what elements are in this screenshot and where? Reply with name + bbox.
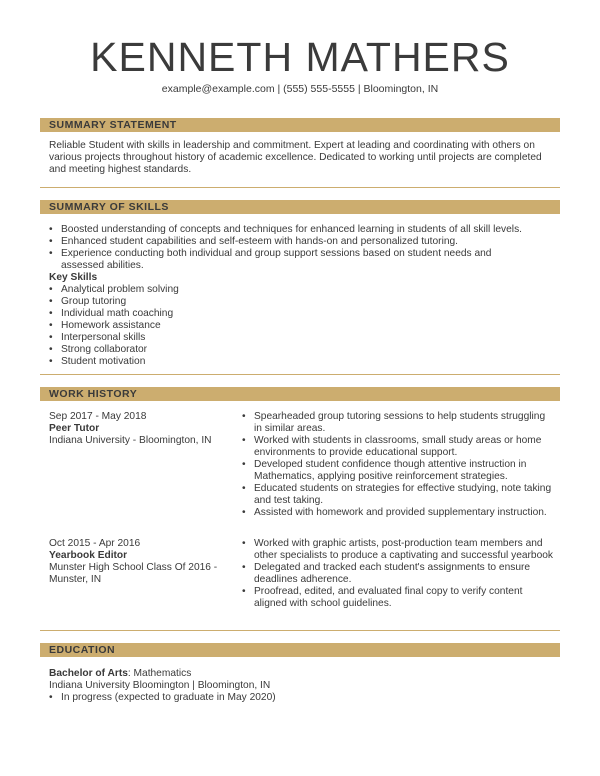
section-title: SUMMARY STATEMENT bbox=[49, 119, 177, 131]
job-dates: Oct 2015 - Apr 2016 bbox=[49, 538, 141, 549]
list-item: • Individual math coaching bbox=[49, 308, 559, 320]
section-divider bbox=[40, 630, 560, 631]
degree-line bbox=[49, 668, 559, 680]
section-divider bbox=[40, 374, 560, 375]
section-header-skills bbox=[40, 200, 560, 214]
skills-block bbox=[49, 224, 559, 368]
list-item: • Spearheaded group tutoring sessions to help students struggling in similar areas. bbox=[242, 411, 554, 435]
list-item: • Worked with students in classrooms, small study areas or home environments to provide educational support. bbox=[242, 435, 554, 459]
skills-bullet-list bbox=[49, 224, 559, 272]
section-title: WORK HISTORY bbox=[49, 388, 138, 400]
job-meta bbox=[49, 411, 229, 447]
job-duties bbox=[242, 538, 554, 610]
list-item: • Delegated and tracked each student's assignments to ensure deadlines adherence. bbox=[242, 562, 554, 586]
job-duties bbox=[242, 411, 554, 519]
list-item: • In progress (expected to graduate in May 2020) bbox=[49, 692, 559, 704]
list-item: • Educated students on strategies for effective studying, note taking and test taking. bbox=[242, 483, 554, 507]
candidate-name: KENNETH MATHERS bbox=[90, 34, 510, 80]
list-item: • Experience conducting both individual and group support sessions based on student needs and assessed abilities. bbox=[49, 248, 526, 272]
list-item: • Developed student confidence though attentive instruction in Mathematics, applying positive reinforcement strategies. bbox=[242, 459, 554, 483]
summary-text: Reliable Student with skills in leadership and commitment. Expert at leading and coordinating with others on various projects throughout history of academic excellence. Dedicated to working until projects are completed and meeting highest standards. bbox=[49, 140, 542, 175]
education-block bbox=[49, 668, 559, 704]
list-item: • Strong collaborator bbox=[49, 344, 559, 356]
job-meta bbox=[49, 538, 229, 586]
section-header-work bbox=[40, 387, 560, 401]
job-org: Indiana University - Bloomington, IN bbox=[49, 435, 212, 446]
section-title: SUMMARY OF SKILLS bbox=[49, 201, 169, 213]
section-title: EDUCATION bbox=[49, 644, 116, 656]
job-dates: Sep 2017 - May 2018 bbox=[49, 411, 147, 422]
list-item: • Group tutoring bbox=[49, 296, 559, 308]
job-role: Yearbook Editor bbox=[49, 550, 128, 561]
section-header-education bbox=[40, 643, 560, 657]
job-role: Peer Tutor bbox=[49, 423, 100, 434]
section-header-summary bbox=[40, 118, 560, 132]
school: Indiana University Bloomington | Bloomington, IN bbox=[49, 680, 271, 691]
list-item: • Worked with graphic artists, post-production team members and other specialists to produce a captivating and successful yearbook bbox=[242, 538, 554, 562]
list-item: • Proofread, edited, and evaluated final copy to verify content aligned with school guidelines. bbox=[242, 586, 554, 610]
list-item: • Student motivation bbox=[49, 356, 559, 368]
job-org: Munster High School Class Of 2016 - Munster, IN bbox=[49, 562, 218, 585]
list-item: • Analytical problem solving bbox=[49, 284, 559, 296]
contact-line: example@example.com | (555) 555-5555 | Bloomington, IN bbox=[161, 83, 439, 95]
list-item: • Assisted with homework and provided supplementary instruction. bbox=[242, 507, 554, 519]
degree-field: : Mathematics bbox=[127, 668, 192, 679]
key-skills-label: Key Skills bbox=[49, 272, 98, 283]
section-divider bbox=[40, 187, 560, 188]
list-item: • Enhanced student capabilities and self-esteem with hands-on and personalized tutoring. bbox=[49, 236, 559, 248]
degree: Bachelor of Arts bbox=[49, 668, 128, 679]
list-item: • Boosted understanding of concepts and techniques for enhanced learning in students of all skill levels. bbox=[49, 224, 559, 236]
list-item: • Interpersonal skills bbox=[49, 332, 559, 344]
key-skills-list bbox=[49, 284, 559, 368]
list-item: • Homework assistance bbox=[49, 320, 559, 332]
